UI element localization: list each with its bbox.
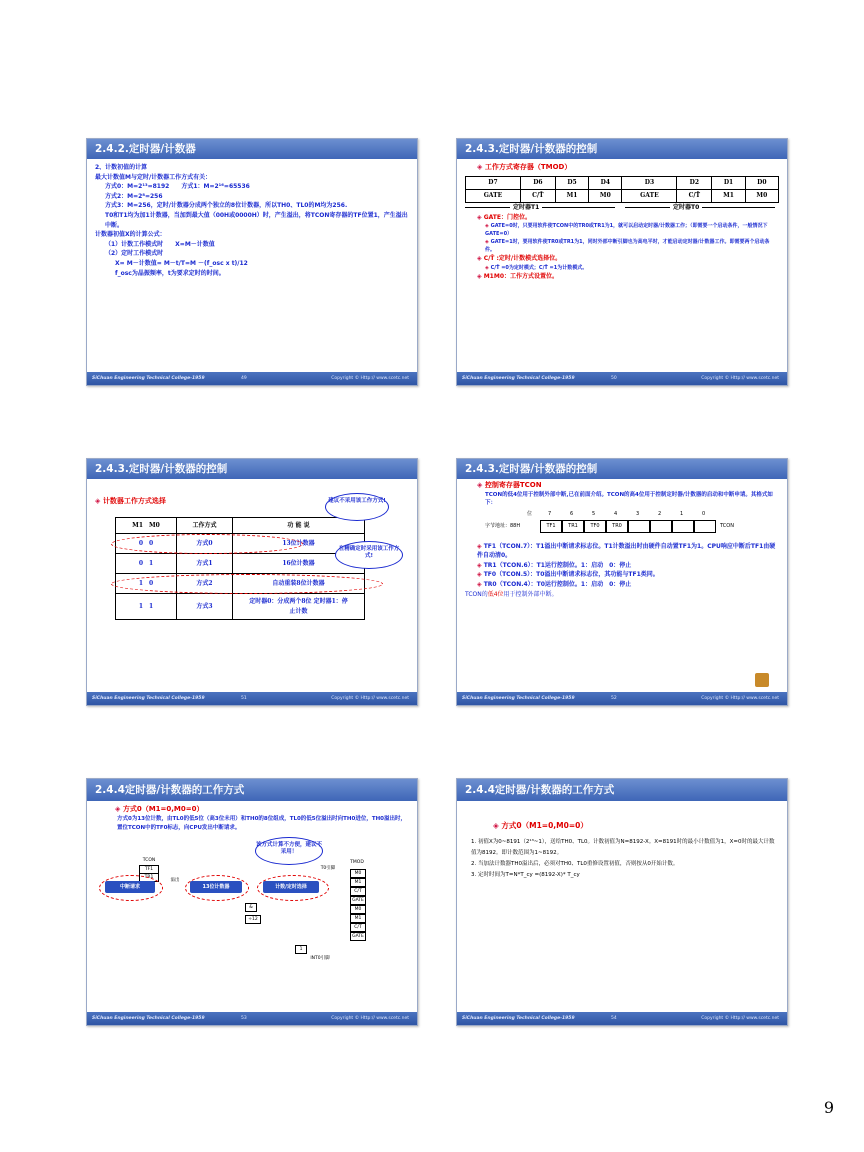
highlight-oval	[111, 574, 383, 594]
bit-number: 3	[636, 510, 640, 517]
t0-label: 定时器T0	[670, 203, 702, 213]
item-heading: GATE：门控位。	[483, 213, 531, 221]
tcon-bit-cell	[694, 520, 716, 533]
diamond-bullet-icon: ◈	[485, 264, 491, 271]
slide-footer	[457, 692, 787, 705]
highlight-oval	[99, 875, 163, 901]
mode-heading: 方式0	[122, 805, 142, 813]
table-cell: 0 1	[116, 554, 177, 574]
slide-body	[95, 483, 409, 689]
t0-pin-label: T0引脚	[315, 865, 341, 872]
counter-timer-select-block: 计数/定时选择	[263, 881, 319, 893]
table-cell: 0 0	[116, 534, 177, 554]
footer-copyright: Copyright © Http:// www.scetc.net	[331, 376, 409, 381]
slide-footer	[87, 1012, 417, 1025]
text-line: 2、计数初值的计算	[95, 164, 148, 171]
mode-heading-params: （M1=0,M0=0）	[141, 805, 204, 813]
diamond-bullet-icon: ◈	[477, 213, 484, 221]
footer-copyright: Copyright © Http:// www.scetc.net	[701, 376, 779, 381]
slide-page-number: 52	[611, 696, 617, 701]
table-cell: 方式2	[177, 574, 233, 594]
item-text: TR0（TCON.4）：T0运行控制位。1：启动 0：停止	[483, 580, 632, 588]
bit-number: 0	[702, 510, 706, 517]
timer-range-labels	[465, 203, 779, 213]
section-heading: 控制寄存器TCON	[484, 481, 542, 489]
text-line: 最大计数值M与定时/计数器工作方式有关：	[95, 173, 212, 181]
item-text: TF1（TCON.7）：T1溢出中断请求标志位。T1计数溢出时由硬件自动置TF1为1。CPU响应中断后TF1由硬件自动清0。	[477, 542, 776, 560]
t1-label: 定时器T1	[510, 203, 542, 213]
note-text: TCON的	[465, 590, 488, 598]
slide-page-number: 54	[611, 1016, 617, 1021]
tmod-bit-d0: D0	[745, 176, 778, 189]
intro-text: TCON的低4位用于控制外部中断,已在前面介绍。TCON的高4位用于控制定时器/计数器的启动和中断申请。其格式如下：	[485, 491, 773, 507]
table-cell: 方式3	[177, 594, 233, 620]
table-cell: 自动重装8位计数器	[233, 574, 365, 594]
diamond-bullet-icon: ◈	[477, 481, 485, 489]
item-heading: C/T̄ :定时/计数模式选择位。	[483, 255, 562, 263]
diamond-bullet-icon: ◈	[477, 272, 484, 280]
slide-title: 2.4.3.定时器/计数器的控制	[457, 139, 787, 159]
mode-heading: 方式0	[501, 821, 522, 830]
and-gate: &	[245, 903, 257, 912]
tcon-bit-cell: TF1	[540, 520, 562, 533]
section-heading: 计数器工作方式选择	[102, 497, 166, 505]
gate-bit: GATE	[350, 896, 366, 905]
callout-cloud: 建议不采用该工作方式!	[325, 493, 389, 521]
diamond-bullet-icon: ◈	[477, 571, 484, 579]
table-cell: 1 0	[116, 574, 177, 594]
col-header-m: M1 M0	[116, 518, 177, 534]
highlight-oval	[257, 875, 329, 901]
tcon-bit-cell	[672, 520, 694, 533]
footer-school: SiChuan Engineering Technical College-1959	[92, 696, 205, 701]
slide-body	[465, 481, 779, 689]
diamond-bullet-icon: ◈	[485, 239, 491, 246]
tmod-label: TMOD	[347, 859, 367, 866]
tr1-box: TR1	[139, 873, 159, 882]
callout-cloud: 在精确定时采用该工作方式!	[335, 541, 403, 569]
bit-number: 2	[658, 510, 662, 517]
tcon-bit-cell: TR1	[562, 520, 584, 533]
slide-footer	[87, 692, 417, 705]
slide-title: 2.4.4定时器/计数器的工作方式	[87, 779, 417, 801]
item-text: TF0（TCON.5）：T0溢出中断请求标志位，其功能与TF1类同。	[483, 571, 659, 579]
note-text: 用于控制外部中断。	[503, 590, 558, 598]
tcon-box-label: TCON	[135, 857, 163, 864]
diamond-bullet-icon: ◈	[485, 223, 491, 230]
diamond-bullet-icon: ◈	[477, 561, 484, 569]
counter-13bit-block: 13位计数器	[190, 881, 242, 893]
text-line: f_osc为晶振频率，t为要求定时的时间。	[115, 269, 225, 277]
footer-school: SiChuan Engineering Technical College-1959	[462, 376, 575, 381]
slide-body	[465, 821, 779, 1009]
list-item: 3. 定时时间为T=N*T_cy =(8192-X)* T_cy	[471, 871, 580, 878]
tmod-bit-d4: D4	[589, 176, 622, 189]
slide-body	[95, 163, 409, 369]
tmod-bit-d1: D1	[712, 176, 745, 189]
list-item: 1. 初值X为0~8191（2¹³~1），送给TH0、TL0。计数初值为N=8192-X。X=8191时的最小计数值为1，X=0时的最大计数值为8192。即计数范围为1~8192。	[471, 838, 775, 856]
tmod-bit-d3: D3	[622, 176, 677, 189]
diamond-bullet-icon: ◈	[477, 255, 484, 263]
item-text: GATE=0时，只要用软件使TCON中的TR0或TR1为1，就可以启动定时器/计数器工作；（即需要一个启动条件，一般情况下GATE=0）	[485, 223, 768, 238]
table-cell: 1 1	[116, 594, 177, 620]
slide-5	[86, 778, 418, 1026]
text-line: 方式0：M=2¹³=8192 方式1：M=2¹⁶=65536	[105, 183, 250, 191]
bit-number: 5	[592, 510, 596, 517]
tmod-name-cell: C/T̄	[677, 189, 712, 202]
list-item: 2. 当加法计数器TH0溢出后，必须对TH0、TL0重修设置初值，否则按从0开始计数。	[471, 860, 679, 867]
tcon-bit-cell	[628, 520, 650, 533]
tcon-bit-cell	[650, 520, 672, 533]
diamond-bullet-icon: ◈	[115, 805, 123, 813]
tmod-bit-d2: D2	[677, 176, 712, 189]
text-line: 计数器初值X的计算公式：	[95, 231, 166, 239]
slide-page-number: 51	[241, 696, 247, 701]
int0-pin-label: INT0引脚	[305, 955, 335, 962]
slide-2	[456, 138, 788, 386]
register-name: TCON	[720, 522, 734, 529]
footer-copyright: Copyright © Http:// www.scetc.net	[701, 1016, 779, 1021]
diamond-bullet-icon: ◈	[477, 163, 485, 171]
tmod-name-cell: C/T̄	[520, 189, 555, 202]
diamond-bullet-icon: ◈	[477, 580, 484, 588]
address-label: 字节地址：88H	[485, 522, 521, 529]
slide-footer	[457, 372, 787, 385]
mode-table	[115, 517, 365, 620]
slide-1	[86, 138, 418, 386]
tmod-name-cell: M0	[589, 189, 622, 202]
bit-number: 1	[680, 510, 684, 517]
tmod-bit-d5: D5	[555, 176, 588, 189]
tcon-diagram	[485, 510, 779, 540]
page-number: 9	[823, 1098, 834, 1117]
col-header-mode: 工作方式	[177, 518, 233, 534]
tmod-name-cell: GATE	[466, 189, 521, 202]
tmod-bit-d6: D6	[520, 176, 555, 189]
item-text: C/T̄ =0为定时模式；C/T̄ =1为计数模式。	[490, 264, 588, 271]
tmod-table	[465, 176, 779, 203]
slide-title: 2.4.4定时器/计数器的工作方式	[457, 779, 787, 801]
mode-heading-params: （M1=0,M0=0）	[521, 821, 588, 830]
diamond-bullet-icon: ◈	[477, 542, 484, 550]
table-cell: 13位计数器	[233, 534, 365, 554]
text-line: （2）定时工作模式时	[105, 250, 164, 258]
item-text: TR1（TCON.6）：T1运行控制位。1：启动 0：停止	[483, 561, 632, 569]
text-line: （1）计数工作模式时 X=M－计数值	[105, 240, 215, 248]
highlight-oval	[185, 875, 249, 901]
slide-title: 2.4.3.定时器/计数器的控制	[457, 459, 787, 479]
slide-footer	[87, 372, 417, 385]
speaker-icon[interactable]	[755, 673, 769, 687]
mode0-block-diagram	[95, 842, 407, 997]
bit-label: 位	[527, 510, 533, 517]
bit-number: 6	[570, 510, 574, 517]
highlight-oval	[111, 534, 303, 554]
slide-footer	[457, 1012, 787, 1025]
tf1-box: TF1	[139, 865, 159, 874]
table-cell: 定时器0：分成两个8位 定时器1：停止计数	[233, 594, 365, 620]
item-heading: M1M0：工作方式设置位。	[483, 272, 558, 280]
tmod-bits: M0 M1 C/T̄ GATE M0 M1 C/T̄ GATE	[350, 869, 366, 941]
callout-cloud: 该方式计算不方便，建议不采用！	[255, 837, 323, 865]
inverter-gate: 1	[295, 945, 307, 954]
tmod-bit-d7: D7	[466, 176, 521, 189]
footer-school: SiChuan Engineering Technical College-1959	[92, 1016, 205, 1021]
tmod-name-cell: M1	[555, 189, 588, 202]
table-cell: 16位计数器	[233, 554, 365, 574]
item-text: GATE=1时，要用软件使TR0或TR1为1，同时外部中断引脚也为高电平时，才能启动定时器/计数器工作。即需要两个启动条件。	[485, 239, 770, 254]
tcon-bit-cell: TF0	[584, 520, 606, 533]
interrupt-request-block: 中断请求	[105, 881, 155, 893]
overflow-label: 溢出	[165, 877, 185, 884]
tmod-name-cell: GATE	[622, 189, 677, 202]
text-line: T0和T1均为加1计数器，当加到最大值（00H或0000H）时，产生溢出，将TCON寄存器的TF位置1，产生溢出中断。	[105, 211, 408, 229]
osc-divider: ÷12	[245, 915, 261, 924]
table-cell: 方式1	[177, 554, 233, 574]
tmod-name-cell: M0	[745, 189, 778, 202]
tmod-name-cell: M1	[712, 189, 745, 202]
bit-number: 7	[548, 510, 552, 517]
slide-body	[465, 163, 779, 369]
text-line: 方式3：M=256，定时/计数器分成两个独立的8位计数器，所以TH0、TL0的M均为256.	[105, 202, 348, 210]
slide-title: 2.4.3.定时器/计数器的控制	[87, 459, 417, 479]
diamond-bullet-icon: ◈	[493, 821, 502, 830]
slide-page-number: 50	[611, 376, 617, 381]
slide-4	[456, 458, 788, 706]
diamond-bullet-icon: ◈	[95, 497, 103, 505]
slide-page-number: 53	[241, 1016, 247, 1021]
footer-copyright: Copyright © Http:// www.scetc.net	[701, 696, 779, 701]
mode-description: 方式0为13位计数，由TL0的低5位（高3位未用）和TH0的8位组成，TL0的低5位溢出时向TH0进位，TH0溢出时，置位TCON中的TF0标志，向CPU发出中断请求。	[117, 815, 407, 831]
footer-school: SiChuan Engineering Technical College-1959	[462, 696, 575, 701]
footer-copyright: Copyright © Http:// www.scetc.net	[331, 696, 409, 701]
note-highlight: 低4位	[487, 590, 504, 598]
slide-body	[95, 805, 409, 1009]
tcon-bit-cell: TR0	[606, 520, 628, 533]
slide-page-number: 49	[241, 376, 247, 381]
slide-6	[456, 778, 788, 1026]
col-header-func: 功 能 说	[233, 518, 365, 534]
footer-school: SiChuan Engineering Technical College-1959	[92, 376, 205, 381]
bit-number: 4	[614, 510, 618, 517]
section-heading: 工作方式寄存器（TMOD）	[484, 163, 572, 171]
text-line: X= M－计数值= M－t/T=M －(f_osc x t)/12	[115, 259, 248, 267]
text-line: 方式2：M=2⁸=256	[105, 192, 163, 200]
slide-title: 2.4.2.定时器/计数器	[87, 139, 417, 159]
table-cell: 方式0	[177, 534, 233, 554]
footer-school: SiChuan Engineering Technical College-1959	[462, 1016, 575, 1021]
slide-3	[86, 458, 418, 706]
footer-copyright: Copyright © Http:// www.scetc.net	[331, 1016, 409, 1021]
